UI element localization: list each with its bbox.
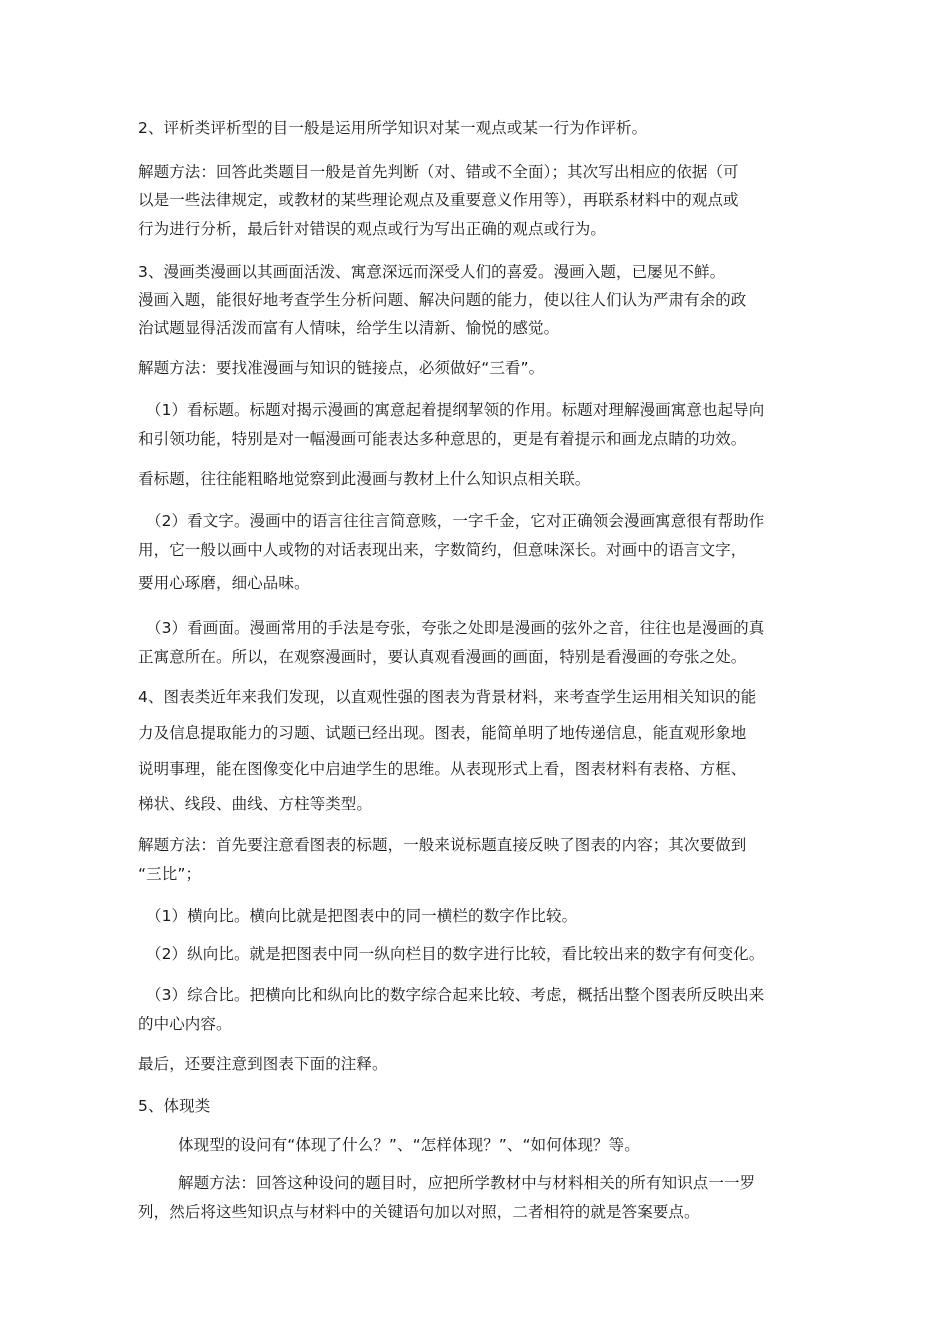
section5-para1: 体现型的设问有“体现了什么？”、“怎样体现？”、“如何体现？等。 (178, 1136, 640, 1154)
section4-method-line-2: “三比”； (138, 865, 202, 883)
section4-method-line-1: 解题方法：首先要注意看图表的标题，一般来说标题直接反映了图表的内容；其次要做到 (138, 836, 747, 854)
section3-method: 解题方法：要找准漫画与知识的链接点，必须做好“三看”。 (138, 359, 545, 377)
section5-para2-line-1: 解题方法：回答这种设问的题目时，应把所学教材中与材料相关的所有知识点一一罗 (178, 1174, 756, 1192)
section4-body-line-2: 力及信息提取能力的习题、试题已经出现。图表，能简单明了地传递信息，能直观形象地 (138, 724, 747, 742)
section4-body-line-4: 梯状、线段、曲线、方柱等类型。 (138, 795, 373, 813)
section3-item1-line-2: 和引领功能，特别是对一幅漫画可能表达多种意思的，更是有着提示和画龙点睛的功效。 (138, 430, 747, 448)
section3-intro-line-2: 治试题显得活泼而富有人情味，给学生以清新、愉悦的感觉。 (138, 319, 560, 337)
section3-item1-line-1: （1）看标题。标题对揭示漫画的寓意起着提纲挈领的作用。标题对理解漫画寓意也起导向 (146, 401, 765, 419)
section2-method-line-2: 以是一些法律规定，或教材的某些理论观点及重要意义作用等），再联系材料中的观点或 (138, 191, 739, 209)
section3-title: 3、漫画类漫画以其画面活泼、寓意深远而深受人们的喜爱。漫画入题，已屡见不鲜。 (138, 263, 726, 281)
section3-item3-line-1: （3）看画面。漫画常用的手法是夸张，夸张之处即是漫画的弦外之音，往往也是漫画的真 (146, 619, 765, 637)
section3-item2-line-2: 用，它一般以画中人或物的对话表现出来，字数简约，但意味深长。对画中的语言文字， (138, 541, 747, 559)
section4-item2: （2）纵向比。就是把图表中同一纵向栏目的数字进行比较，看比较出来的数字有何变化。 (146, 945, 765, 963)
section4-body-line-3: 说明事理，能在图像变化中启迪学生的思维。从表现形式上看，图表材料有表格、方框、 (138, 760, 747, 778)
section4-last: 最后，还要注意到图表下面的注释。 (138, 1055, 388, 1073)
section4-body-line-1: 4、图表类近年来我们发现，以直观性强的图表为背景材料，来考查学生运用相关知识的能 (138, 688, 757, 706)
section4-item3-line-2: 的中心内容。 (138, 1015, 232, 1033)
section3-item1-note: 看标题，往往能粗略地觉察到此漫画与教材上什么知识点相关联。 (138, 470, 591, 488)
section3-item2-line-1: （2）看文字。漫画中的语言往往言简意赅，一字千金，它对正确领会漫画寓意很有帮助作 (146, 512, 765, 530)
section3-item2-line-3: 要用心琢磨，细心品味。 (138, 574, 310, 592)
section4-item1: （1）横向比。横向比就是把图表中的同一横栏的数字作比较。 (146, 907, 578, 925)
section5-para2-line-2: 列，然后将这些知识点与材料中的关键语句加以对照，二者相符的就是答案要点。 (138, 1203, 700, 1221)
section4-item3-line-1: （3）综合比。把横向比和纵向比的数字综合起来比较、考虑，概括出整个图表所反映出来 (146, 986, 765, 1004)
section2-method-line-3: 行为进行分析，最后针对错误的观点或行为写出正确的观点或行为。 (138, 220, 607, 238)
section2-title: 2、评析类评析型的目一般是运用所学知识对某一观点或某一行为作评析。 (138, 119, 648, 137)
section3-intro-line-1: 漫画入题，能很好地考查学生分析问题、解决问题的能力，使以往人们认为严肃有余的政 (138, 291, 747, 309)
section2-method-line-1: 解题方法：回答此类题目一般是首先判断（对、错或不全面）；其次写出相应的依据（可 (138, 163, 739, 181)
section3-item3-line-2: 正寓意所在。所以，在观察漫画时，要认真观看漫画的画面，特别是看漫画的夸张之处。 (138, 648, 747, 666)
section5-title: 5、体现类 (138, 1097, 211, 1115)
